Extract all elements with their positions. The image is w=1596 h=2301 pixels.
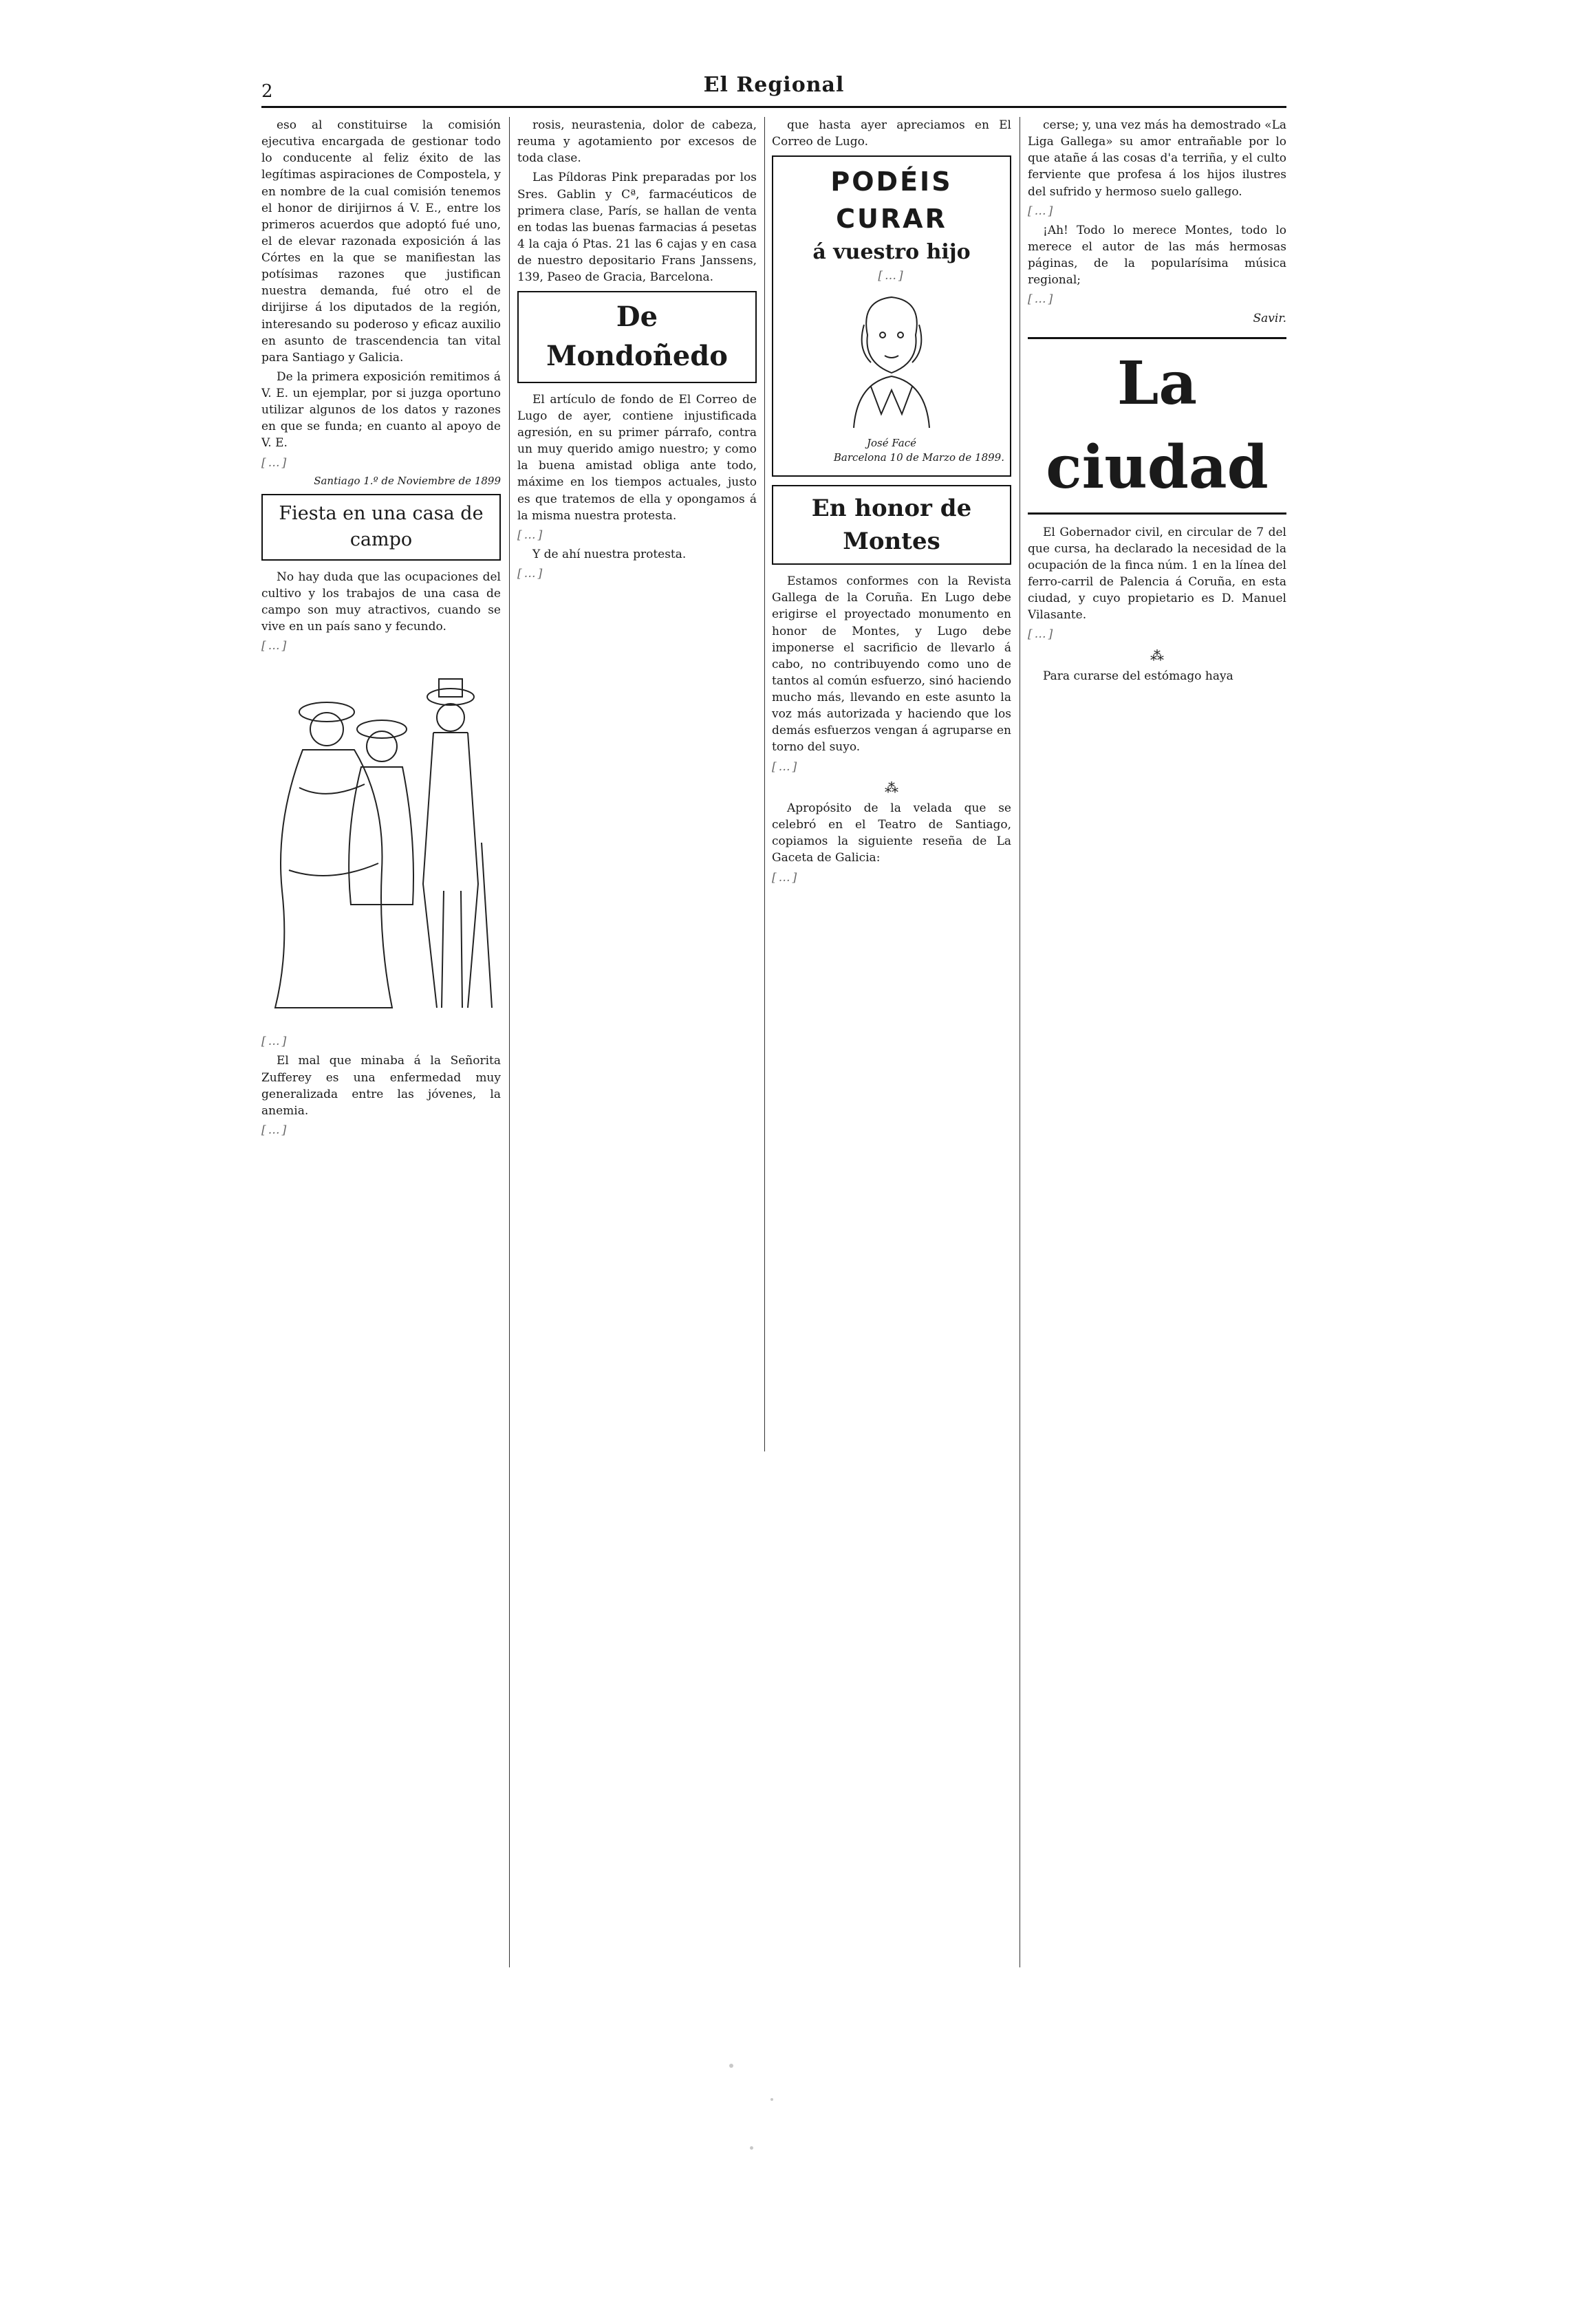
paragraph: Para curarse del estómago haya (1043, 669, 1233, 683)
illegible-text: […] (261, 639, 289, 653)
advert-box (772, 155, 1011, 476)
advert-dateline: Barcelona 10 de Marzo de 1899. (833, 451, 1004, 464)
illegible-text: […] (261, 1035, 289, 1049)
illegible-text: […] (1028, 627, 1055, 642)
paragraph: El artículo de fondo de El Correo de Lugo de ayer, contiene injustificada agresión, en su primer párrafo, contra un muy querido amigo nuestro; y como la buena amistad obliga ante todo, máxime en los tiempos actuales, justo es que tratemos de ella y opongamos á la misma nuestra protesta. (517, 392, 757, 523)
portrait-caption: José Facé (867, 437, 916, 449)
headline: De Mondoñedo (546, 301, 728, 373)
paragraph: ¡Ah! Todo lo merece Montes, todo lo merece el autor de las más hermosas páginas, de la popularísima música regional; (1028, 223, 1286, 288)
column-divider (509, 117, 510, 1967)
dateline: Santiago 1.º de Noviembre de 1899 (314, 474, 501, 487)
scan-speckle (729, 2064, 733, 2068)
portrait-engraving (840, 287, 943, 431)
illegible-text: […] (261, 1123, 289, 1137)
headline: Fiesta en una casa de campo (279, 502, 484, 551)
paragraph: Estamos conformes con la Revista Gallega de la Coruña. En Lugo debe erigirse el proyectado monumento en honor de Montes, y Lugo debe imponerse el sacrificio de llevarlo á cabo, no contribuyendo como uno de tantos al común esfuerzo, sinó haciendo mucho más, llevando en este asunto la voz más autorizada y haciendo que los demás esfuerzos vengan á agruparse en torno del suyo. (772, 574, 1011, 755)
paragraph: eso al constituirse la comisión ejecutiva encargada de gestionar todo lo conducente al feliz éxito de las legítimas aspiraciones de Compostela, y en nombre de la cual comisión tenemos el honor de dirijirnos á V. E., entre los primeros acuerdos que adoptó fué uno, el de elevar razonada exposición á las Córtes en la que se manifiestan las potísimas razones que justifican nuestra demanda, fué otro el de dirijirse á los diputados de la región, interesando su poderoso y eficaz auxilio en asunto de trascendencia tan vital para Santiago y Galicia. (261, 118, 501, 365)
illegible-text: […] (517, 567, 545, 581)
headline: La ciudad (1028, 337, 1286, 515)
column-1 (261, 117, 501, 1967)
paragraph: El mal que minaba á la Señorita Zufferey es una enfermedad muy generalizada entre las jóvenes, la anemia. (261, 1054, 501, 1118)
paragraph: rosis, neurastenia, dolor de cabeza, reuma y agotamiento por excesos de toda clase. (517, 118, 757, 166)
illegible-text: […] (772, 870, 799, 885)
masthead-rule (261, 106, 1286, 108)
section-stars: ⁂ (885, 779, 898, 796)
illegible-text: […] (878, 268, 905, 283)
illegible-text: […] (1028, 204, 1055, 218)
paragraph: El Gobernador civil, en circular de 7 del que cursa, ha declarado la necesidad de la ocupación de la finca núm. 1 en la línea del ferro-carril de Palencia á Coruña, en esta ciudad, y cuyo propietario es D. Manuel Vilasante. (1028, 525, 1286, 623)
section-stars: ⁂ (1150, 647, 1164, 664)
headline-box (772, 485, 1011, 565)
paragraph: Y de ahí nuestra protesta. (532, 547, 687, 561)
headline-box (261, 494, 501, 561)
illegible-text: […] (517, 528, 545, 542)
paragraph: Las Píldoras Pink preparadas por los Sres. Gablin y Cª, farmacéuticos de primera clase, París, se hallan de venta en todas las buenas farmacias á pesetas 4 la caja ó Ptas. 21 las 6 cajas y en casa de nuestro depositario Frans Janssens, 139, Paseo de Gracia, Barcelona. (517, 171, 757, 285)
illegible-text: […] (1028, 292, 1055, 307)
paragraph: De la primera exposición remitimos á V. E. un ejemplar, por si juzga oportuno utilizar algunos de los datos y razones en que se funda; en cuanto al apoyo de V. E. (261, 369, 501, 451)
column-4 (1028, 117, 1286, 1506)
paragraph: Apropósito de la velada que se celebró en el Teatro de Santiago, copiamos la siguiente reseña de La Gaceta de Galicia: (772, 801, 1011, 865)
illegible-text: […] (772, 759, 799, 774)
engraving-women-and-man (261, 664, 501, 1022)
paper-name: El Regional (703, 73, 845, 97)
paragraph: que hasta ayer apreciamos en El Correo de Lugo. (772, 118, 1011, 149)
paragraph: No hay duda que las ocupaciones del cultivo y los trabajos de una casa de campo son muy atractivos, cuando se vive en un país sano y fecundo. (261, 570, 501, 634)
column-divider (764, 117, 765, 1451)
headline: En honor de Montes (811, 494, 972, 555)
page-number: 2 (261, 81, 273, 102)
scan-speckle (770, 2098, 773, 2101)
headline-box (517, 291, 757, 383)
newspaper-page (261, 69, 1286, 2009)
column-3 (772, 117, 1011, 1967)
advert-subheadline: á vuestro hijo (812, 240, 971, 265)
illegible-text: […] (261, 455, 289, 470)
column-2 (517, 117, 757, 1451)
paragraph: cerse; y, una vez más ha demostrado «La Liga Gallega» su amor entrañable por lo que atañe á las cosas d'a terriña, y el culto ferviente que profesa á los hijos ilustres del sufrido y hermoso suelo gallego. (1028, 118, 1286, 199)
signature: Savir. (1253, 312, 1286, 326)
scan-speckle (750, 2146, 753, 2150)
advert-headline: PODÉIS CURAR (830, 166, 953, 235)
